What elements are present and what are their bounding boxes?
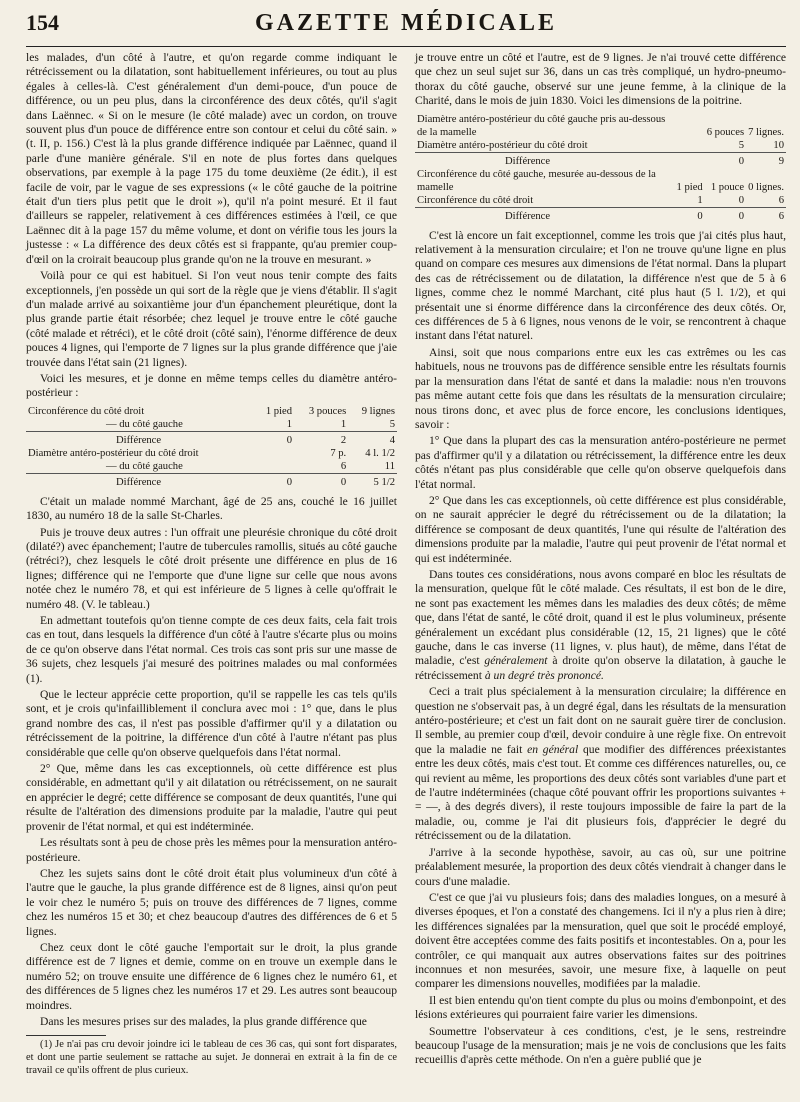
table-row: Circonférence du côté gauche, mesurée au-dessous de la mamelle 1 pied 1 pouce 0 lignes. (417, 168, 784, 193)
paragraph: Puis je trouve deux autres : l'un offrait une pleurésie chronique du côté droit (dilaté?) avec épanchement; l'autre de tubercules ramollis, situés au côté gauche (rétréci?), chez lesquels le côté droit présente une différence en plus de 16 lignes; différence qui ne l'emporte que d'une ligne sur celle que nous avons notée chez le numéro 78, et qui est inférieure de 5 lignes à celle qu'offrait le numéro 48. (V. le tableau.) (26, 525, 397, 611)
paragraph: Voilà pour ce qui est habituel. Si l'on veut nous tenir compte des faits exceptionnels, j'en possède un qui sort de la règle que je viens d'établir. Il s'agit d'un malade arrivé au soixantième jour d'un épanchement pleurétique, dont la plus grande partie était résorbée; chez lequel je trouve entre le côté gauche (côté malade et rétréci), et le côté droit (côté sain), l'énorme différence de deux pouces 4 lignes, qui l'emporte de 7 lignes sur la plus grande différence que j'aie trouvée dans l'état sain (21 lignes). (26, 269, 397, 369)
footnote-divider (26, 1035, 106, 1036)
paragraph: les malades, d'un côté à l'autre, et qu'on regarde comme indiquant le rétrécissement ou la dilatation, sont habituellement inférieures, ou tout au plus égales à celles-là. C'est généralement d'un demi-pouce, d'un pouce de différence, ou un peu plus, dans la circonférence des deux côtés, qu'il s'agit dans Laënnec. « Si on le mesure (le côté malade) avec un cordon, on trouve souvent plus d'un pouce de différence entre son contour et celui du côté sain. » (t. II, p. 156.) C'est là la plus grande différence indiquée par Laënnec, quand il parle d'une manière générale. S'il en note de plus fortes dans quelques observations, par exemple à la page 175 du tome deuxième (2e édit.), il est facile de voir, par le vague de ses expressions (« le côté gauche de la poitrine était d'un tiers plus petit que le droit »), qu'il n'a point mesuré. Et il faut d'ailleurs se rappeler, relativement à ces différences estimées à l'œil, ce que Laënnec dit à la page 157 du même volume, et dont on vérifie tous les jours la justesse : « La différence des deux côtés est si frappante, qu'au premier coup-d'œil on la croirait beaucoup plus grande qu'on ne la trouve en mesurant. » (26, 51, 397, 266)
right-column (415, 51, 786, 1079)
paragraph: 1° Que dans la plupart des cas la mensuration antéro-postérieure ne permet pas d'affirmer qu'il y a dilatation ou rétrécissement, la différence entre les deux côtés n'étant pas plus considérable que celle qu'on observe quelquefois dans l'état normal. (415, 434, 786, 491)
paragraph: C'était un malade nommé Marchant, âgé de 25 ans, couché le 16 juillet 1830, au numéro 18 de la salle St-Charles. (26, 494, 397, 523)
paragraph: C'est ce que j'ai vu plusieurs fois; dans des maladies longues, on a mesuré à diverses époques, et l'on a constaté des changemens. Ici il n'y a plus rien à dire; les différences signalées par la mensuration, quel que soit le procédé employé, doivent être acceptées comme des faits positifs et incontestables. On a, pour les contrôler, ce qui manquait aux autres observations faites sur des poitrines inconnues et non mesurées, savoir, une mesure fixe, à laquelle on peut comparer les dimensions nouvelles, modifiées par la maladie. (415, 890, 786, 991)
paragraph: 2° Que dans les cas exceptionnels, où cette différence est plus considérable, on ne saurait apprécier le degré du rétrécissement ou de la dilatation; la différence se composant de deux quantités, l'une qui résulte de l'altération des dimensions produite par la maladie, l'autre qui peut provenir de l'état normal et qui est indéterminée. (415, 493, 786, 565)
table-row: Différence 0 9 (505, 155, 784, 167)
paragraph: Chez ceux dont le côté gauche l'emportait sur le droit, la plus grande différence est de 7 lignes et demie, comme on en trouve un exemple dans le numéro 52; on trouve ensuite une différence de 6 lignes chez le numéro 61, et des différences de 5 lignes chez les numéros 17 et 29. Les autres sont beaucoup moindres. (26, 940, 397, 1012)
table-row: — du côté gauche 6 11 (106, 460, 395, 472)
table-row: Circonférence du côté droit 1 0 6 (417, 194, 784, 206)
paragraph: En admettant toutefois qu'on tienne compte de ces deux faits, cela fait trois cas en tout, dans lesquels la différence d'un côté à l'autre s'écarte plus ou moins de ce qu'on observe dans l'état normal. Ces trois cas sont pris sur une masse de 36 sujets, chez lesquels j'ai mesuré des poitrines malades ou mal conformées (1). (26, 614, 397, 685)
table-row: Diamètre antéro-postérieur du côté droit 5 10 (417, 139, 784, 151)
footnote: (1) Je n'ai pas cru devoir joindre ici le tableau de ces 36 cas, qui sont fort disparates, et dont une partie seulement se rattache au sujet. Je donnerai en extrait à la fin de ce travail ce qu'ils offrent de plus curieux. (26, 1039, 397, 1076)
measurement-table-marchant (26, 405, 397, 489)
paragraph: Il est bien entendu qu'on tient compte du plus ou moins d'embonpoint, et des lésions extérieures qui pourraient faire varier les dimensions. (415, 993, 786, 1022)
table-row: Différence 0 0 5 1/2 (116, 476, 395, 488)
paragraph: Voici les mesures, et je donne en même temps celles du diamètre antéro-postérieur : (26, 371, 397, 400)
table-row: Différence 0 2 4 (116, 434, 395, 446)
paragraph: J'arrive à la seconde hypothèse, savoir, au cas où, sur une poitrine préalablement mesurée, la proportion des deux côtés viendrait à changer dans le cours d'une maladie. (415, 845, 786, 888)
measurement-table-hydropneumothorax (415, 113, 786, 223)
text-columns (26, 51, 786, 1079)
paragraph: Que le lecteur apprécie cette proportion, qu'il se rappelle les cas tels qu'ils sont, et je crois qu'infailliblement il conclura avec moi : 1° que, dans le plus grand nombre des cas, il n'est pas possible d'affirmer qu'il y a dilatation ou rétrécissement de la poitrine, la différence d'un côté à l'autre n'étant pas plus considérable que celle qu'on observe quelquefois dans l'état normal. (26, 688, 397, 759)
page-header (26, 10, 786, 47)
table-row: Diamètre antéro-postérieur du côté droit 7 p. 4 l. 1/2 (28, 447, 395, 459)
paragraph: Les résultats sont à peu de chose près les mêmes pour la mensuration antéro-postérieure. (26, 836, 397, 864)
paragraph: Ainsi, soit que nous comparions entre eux les cas extrêmes ou les cas habituels, nous ne trouvons pas de différence sensible entre les résultats fournis par la mensuration dans l'état de santé et dans la maladie: nous n'en trouvons pas même autant cette fois que dans les résultats de la mensuration circulaire; nous tirons donc, et avec plus de force encore, les conclusions identiques, savoir : (415, 345, 786, 431)
journal-title: GAZETTE MÉDICALE (254, 10, 558, 36)
left-column (26, 51, 397, 1079)
table-row: Circonférence du côté droit 1 pied 3 pouces 9 lignes (28, 405, 395, 417)
paragraph: 2° Que, même dans les cas exceptionnels, où cette différence est plus considérable, en admettant qu'il y ait dilatation ou rétrécissement, on ne saurait en apprécier le degré; cette différence se composant de deux quantités, l'une qui résulte de l'altération des dimensions produite par la maladie, l'autre qui peut provenir de l'état normal, et qui est indéterminée. (26, 762, 397, 833)
paragraph: Soumettre l'observateur à ces conditions, c'est, je le sens, restreindre beaucoup l'usage de la mensuration; mais je ne vois de conclusions que les faits recueillis d'après cette méthode. On n'en a guère publié que je (415, 1024, 786, 1067)
paragraph: Dans toutes ces considérations, nous avons comparé en bloc les résultats de la mensuration, quelque fût le côté malade. Ces résultats, il est bon de le dire, ne sont pas exactement les mêmes dans les maladies des deux côtés; de même que, dans l'état de santé, le côté droit, quand il est le plus volumineux, présente généralement un excédant plus considérable (12, 15, 21 lignes) que le côté gauche, dans le cas inverse (11 lignes, v. plus haut), de même, dans l'état de maladie, c'est généralement à droite qu'on observe la dilatation, à gauche le rétrécissement à un degré très prononcé. (415, 567, 786, 682)
table-row: Diamètre antéro-postérieur du côté gauche pris au-dessous de la mamelle 6 pouces 7 lignes. (417, 113, 784, 138)
table-row: — du côté gauche 1 1 5 (106, 418, 395, 430)
paragraph: C'est là encore un fait exceptionnel, comme les trois que j'ai cités plus haut, relativement à la mensuration circulaire; et l'on ne trouve qu'une ligne en plus quand on compare ces mesures aux dimensions de l'état normal. Dans la plupart des cas de rétrécissement ou de dilatation, la différence n'est que de 5 à 6 lignes, comme chez le nommé Marchant, cité plus haut (5 l. 1/2), et qui présentait une si énorme différence dans la circonférence des deux côtés. Or, ces différences de 5 à 6 lignes, nous venons de le voir, se rencontrent à chaque instant dans l'état naturel. (415, 228, 786, 343)
page-number: 154 (26, 10, 59, 35)
paragraph: Dans les mesures prises sur des malades, la plus grande différence que (40, 1014, 367, 1028)
paragraph: je trouve entre un côté et l'autre, est de 9 lignes. Je n'ai trouvé cette différence que chez un seul sujet sur 36, dans un cas très compliqué, un hydro-pneumo-thorax du côté gauche, observé sur une jeune femme, à la clinique de la Charité, dans le mois de juin 1830. Voici les dimensions de la poitrine. (415, 51, 786, 108)
paragraph: Chez les sujets sains dont le côté droit était plus volumineux d'un côté à l'autre que le gauche, la plus grande différence est de 8 lignes, ainsi qu'on peut le voir chez le numéro 5; puis on trouve des différences de 7 lignes, comme chez les numéros 15 et 30; et chez beaucoup d'autres des différences de 6 et 5 lignes. (26, 866, 397, 938)
table-row: Différence 0 0 6 (505, 210, 784, 222)
paragraph: Ceci a trait plus spécialement à la mensuration circulaire; la différence en question ne s'observait pas, à un degré égal, dans les résultats de la mensuration antéro-postérieure; et c'est un fait dont on ne saurait guère tirer de conclusion. Il semble, au premier coup d'œil, devoir conduire à une règle fixe. On entrevoit que la maladie ne fait en général que modifier des différences préexistantes entre les deux côtés, mais c'est tout. Et comme ces différences naturelles, ou, ce qui revient au même, les proportions des deux côtés sont variables d'une part et de l'autre indéterminées (chaque côté pouvant offrir les proportions suivantes + = —, à des degrés divers), il reste toujours impossible de faire la part de la maladie, ou, comme je l'ai dit plusieurs fois, d'apprécier le degré du rétrécissement ou de la dilatation. (415, 685, 786, 843)
